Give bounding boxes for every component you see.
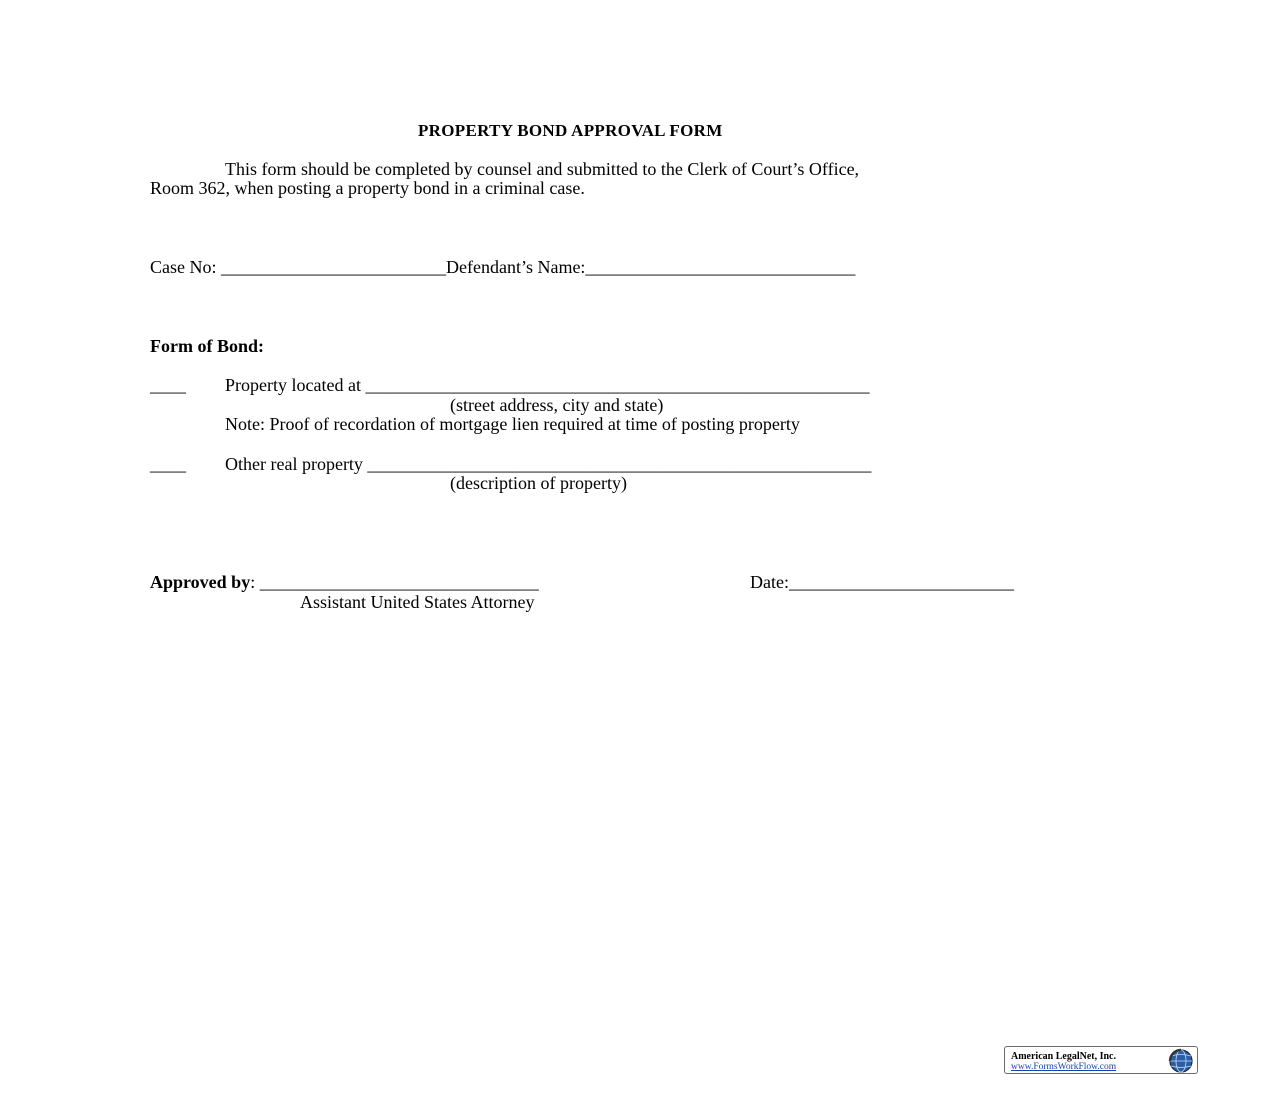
approved-by-signature-line[interactable]: : _______________________________ xyxy=(250,572,539,592)
case-no-defendant-field[interactable]: Case No: _________________________Defendant’s Name:______________________________ xyxy=(150,257,856,277)
legalnet-badge[interactable] xyxy=(1004,1046,1198,1074)
option-property-checkbox-blank[interactable]: ____ xyxy=(150,375,186,395)
form-of-bond-heading: Form of Bond: xyxy=(150,336,264,356)
globe-logo-icon xyxy=(1168,1048,1194,1074)
property-located-field[interactable]: Property located at ________________________________________________________ xyxy=(225,375,870,395)
signer-title: Assistant United States Attorney xyxy=(300,592,535,612)
approved-by-row[interactable] xyxy=(150,573,539,591)
date-field[interactable]: Date:_________________________ xyxy=(750,572,1014,592)
intro-line-2: Room 362, when posting a property bond in a criminal case. xyxy=(150,178,585,198)
property-located-caption: (street address, city and state) xyxy=(450,395,664,415)
page-title: PROPERTY BOND APPROVAL FORM xyxy=(418,121,723,140)
badge-url-link[interactable]: www.FormsWorkFlow.com xyxy=(1011,1062,1117,1072)
badge-org-name: American LegalNet, Inc. xyxy=(1011,1051,1116,1062)
approved-by-label: Approved by xyxy=(150,572,251,592)
intro-line-1: This form should be completed by counsel and submitted to the Clerk of Court’s Office, xyxy=(225,159,860,179)
other-property-caption: (description of property) xyxy=(450,473,627,493)
mortgage-lien-note: Note: Proof of recordation of mortgage lien required at time of posting property xyxy=(225,414,800,434)
other-real-property-field[interactable]: Other real property ________________________________________________________ xyxy=(225,454,872,474)
option-other-property-checkbox-blank[interactable]: ____ xyxy=(150,454,186,474)
